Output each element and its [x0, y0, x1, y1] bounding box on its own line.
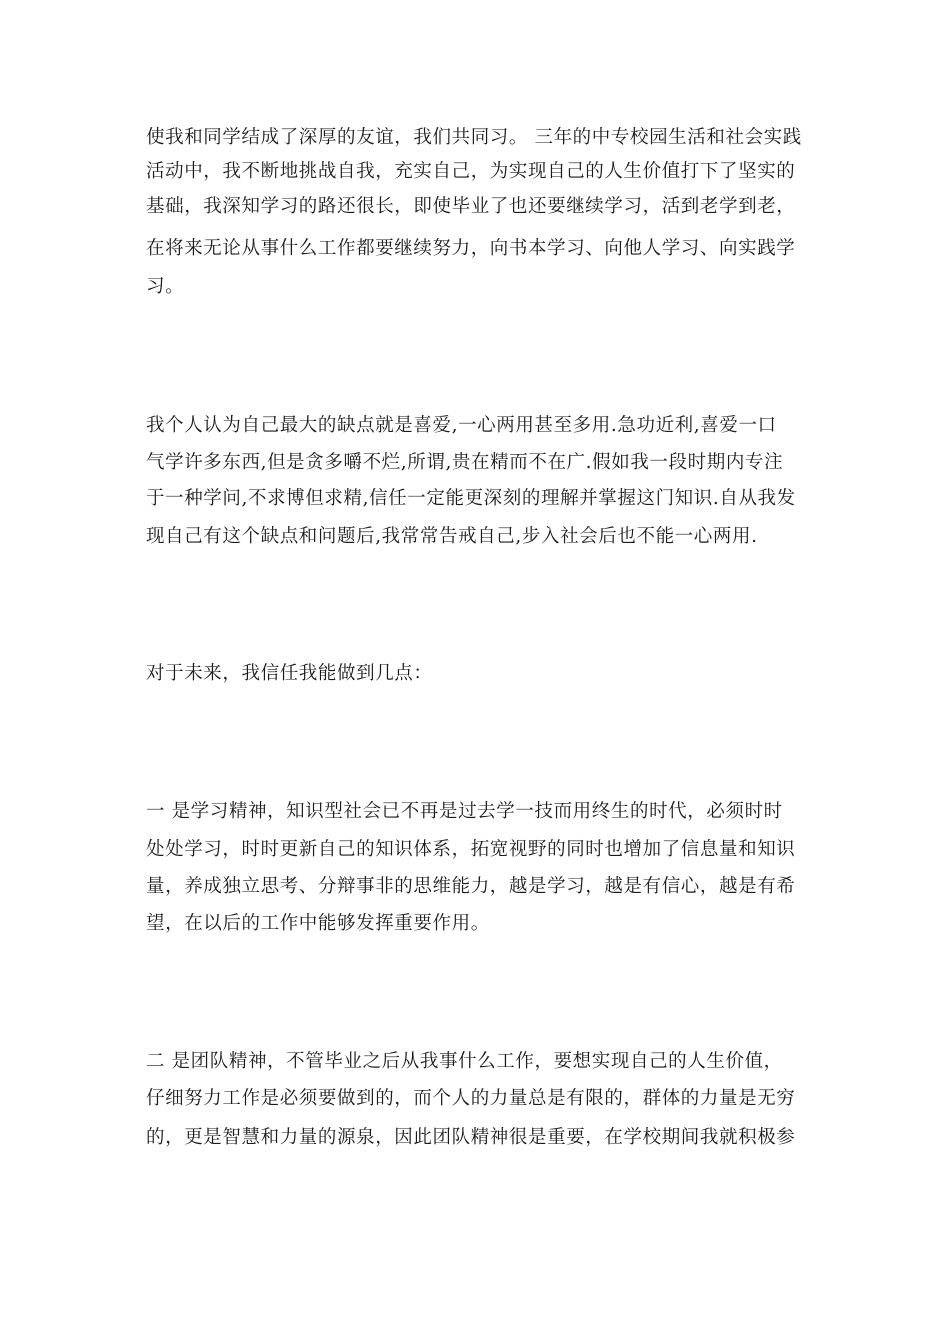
paragraph-2-line-1: 我个人认为自己最大的缺点就是喜爱,一心两用甚至多用.急功近利,喜爱一口	[146, 415, 777, 436]
paragraph-4-line-1: 一 是学习精神，知识型社会已不再是过去学一技而用终生的时代，必须时时	[146, 801, 783, 822]
paragraph-5-line-3: 的，更是智慧和力量的源泉，因此团队精神很是重要，在学校期间我就积极参	[146, 1127, 796, 1148]
paragraph-1-line-3: 基础，我深知学习的路还很长，即使毕业了也还要继续学习，活到老学到老，	[146, 196, 796, 217]
paragraph-4-line-4: 望，在以后的工作中能够发挥重要作用。	[146, 913, 490, 934]
paragraph-4-line-3: 量，养成独立思考、分辩事非的思维能力，越是学习，越是有信心，越是有希	[146, 876, 796, 897]
paragraph-1-line-2: 活动中，我不断地挑战自我，充实自己，为实现自己的人生价值打下了坚实的	[146, 161, 796, 182]
paragraph-5-line-2: 仔细努力工作是必须要做到的，而个人的力量总是有限的，群体的力量是无穷	[146, 1088, 796, 1109]
paragraph-5-line-1: 二 是团队精神，不管毕业之后从我事什么工作，要想实现自己的人生价值，	[146, 1051, 783, 1072]
paragraph-4-line-2: 处处学习，时时更新自己的知识体系，拓宽视野的同时也增加了信息量和知识	[146, 839, 796, 860]
paragraph-1-line-4: 在将来无论从事什么工作都要继续努力，向书本学习、向他人学习、向实践学	[146, 238, 796, 259]
paragraph-1-line-5: 习。	[146, 276, 185, 297]
paragraph-3-line-1: 对于未来，我信任我能做到几点：	[146, 663, 433, 684]
paragraph-1-line-1: 使我和同学结成了深厚的友谊，我们共同习。 三年的中专校园生活和社会实践	[146, 127, 802, 148]
paragraph-2-line-4: 现自己有这个缺点和问题后,我常常告戒自己,步入社会后也不能一心两用.	[146, 526, 758, 547]
paragraph-2-line-3: 于一种学问,不求博但求精,信任一定能更深刻的理解并掌握这门知识.自从我发	[146, 488, 796, 509]
paragraph-2-line-2: 气学许多东西,但是贪多嚼不烂,所谓,贵在精而不在广.假如我一段时期内专注	[146, 452, 784, 473]
